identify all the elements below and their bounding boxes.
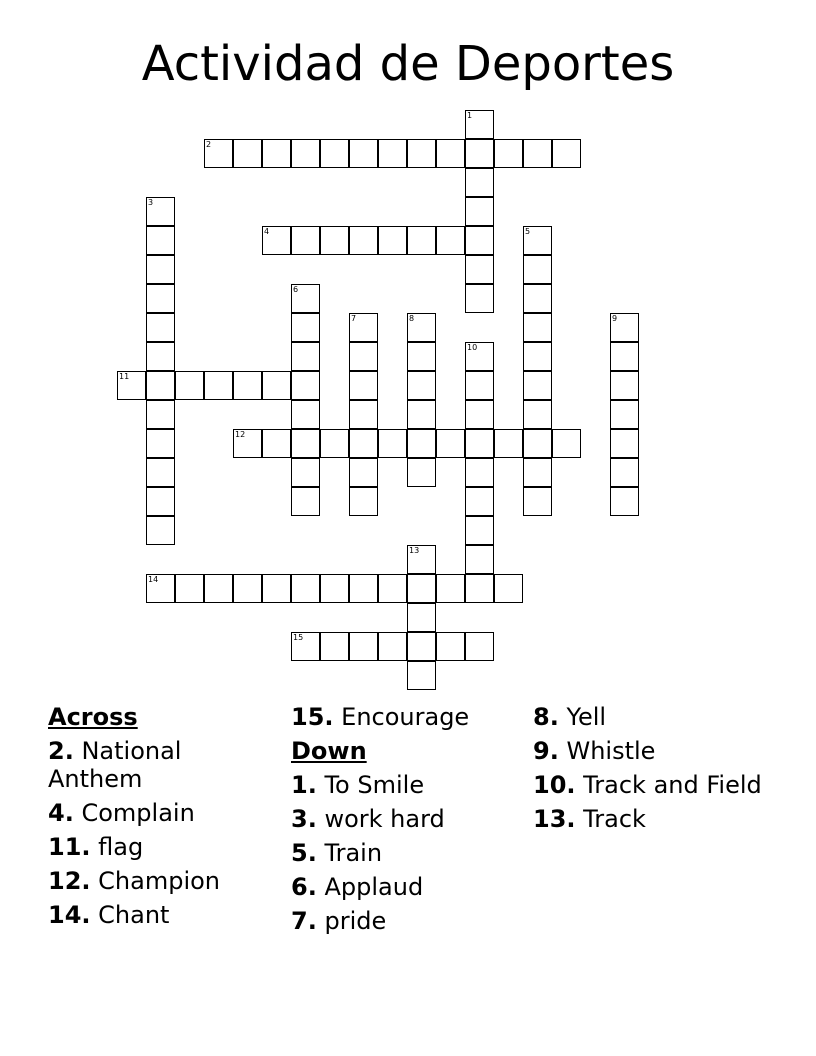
grid-cell[interactable] [436, 429, 465, 458]
grid-cell[interactable] [378, 139, 407, 168]
grid-cell[interactable] [349, 574, 378, 603]
grid-cell[interactable] [407, 226, 436, 255]
cell-number: 2 [206, 140, 212, 149]
clue-down-13 [533, 805, 773, 833]
grid-cell[interactable] [320, 139, 349, 168]
cell-number: 4 [264, 227, 270, 236]
grid-cell[interactable] [610, 458, 639, 487]
clue-down-10 [533, 771, 773, 799]
grid-cell[interactable] [262, 429, 291, 458]
grid-cell[interactable] [349, 429, 378, 458]
grid-cell[interactable] [146, 313, 175, 342]
grid-cell[interactable] [233, 429, 262, 458]
cell-number: 6 [293, 285, 299, 294]
grid-cell[interactable] [175, 574, 204, 603]
grid-cell[interactable] [117, 371, 146, 400]
clue-number: 14. [48, 901, 91, 929]
grid-cell[interactable] [407, 139, 436, 168]
grid-cell[interactable] [320, 226, 349, 255]
grid-cell[interactable] [146, 458, 175, 487]
grid-cell[interactable] [291, 487, 320, 516]
clue-number: 8. [533, 703, 559, 731]
grid-cell[interactable] [291, 458, 320, 487]
clue-text: Whistle [566, 737, 656, 765]
puzzle-title: Actividad de Deportes [141, 36, 675, 92]
grid-cell[interactable] [204, 139, 233, 168]
grid-cell[interactable] [407, 545, 436, 574]
grid-cell[interactable] [407, 371, 436, 400]
grid-cell[interactable] [494, 429, 523, 458]
clue-text: Encourage [341, 703, 470, 731]
cell-number: 1 [467, 111, 473, 120]
grid-cell[interactable] [465, 255, 494, 284]
clue-text: National Anthem [48, 737, 182, 793]
clue-number: 12. [48, 867, 91, 895]
grid-cell[interactable] [465, 574, 494, 603]
grid-cell[interactable] [291, 226, 320, 255]
clue-down-9 [533, 737, 773, 765]
clue-text: Track and Field [583, 771, 762, 799]
grid-cell[interactable] [436, 632, 465, 661]
clue-number: 11. [48, 833, 91, 861]
grid-cell[interactable] [349, 313, 378, 342]
cell-number: 9 [612, 314, 618, 323]
grid-cell[interactable] [233, 139, 262, 168]
grid-cell[interactable] [262, 371, 291, 400]
clue-column-3 [533, 703, 773, 839]
cell-number: 12 [235, 430, 246, 439]
clue-down-5 [291, 839, 521, 867]
clue-across-4 [48, 799, 278, 827]
grid-cell[interactable] [407, 632, 436, 661]
grid-cell[interactable] [523, 226, 552, 255]
cell-number: 8 [409, 314, 415, 323]
clue-number: 1. [291, 771, 317, 799]
grid-cell[interactable] [610, 371, 639, 400]
grid-cell[interactable] [465, 516, 494, 545]
clue-number: 4. [48, 799, 74, 827]
grid-cell[interactable] [291, 313, 320, 342]
grid-cell[interactable] [146, 226, 175, 255]
down-heading: Down [291, 737, 367, 765]
grid-cell[interactable] [465, 545, 494, 574]
grid-cell[interactable] [146, 197, 175, 226]
grid-cell[interactable] [436, 139, 465, 168]
grid-cell[interactable] [146, 255, 175, 284]
grid-cell[interactable] [291, 632, 320, 661]
grid-cell[interactable] [291, 400, 320, 429]
clue-number: 7. [291, 907, 317, 935]
grid-cell[interactable] [233, 371, 262, 400]
grid-cell[interactable] [465, 110, 494, 139]
grid-cell[interactable] [610, 342, 639, 371]
clue-down-7 [291, 907, 521, 935]
grid-cell[interactable] [523, 255, 552, 284]
grid-cell[interactable] [407, 458, 436, 487]
cell-number: 14 [148, 575, 159, 584]
grid-cell[interactable] [349, 226, 378, 255]
grid-cell[interactable] [610, 400, 639, 429]
grid-cell[interactable] [378, 632, 407, 661]
grid-cell[interactable] [523, 371, 552, 400]
grid-cell[interactable] [465, 400, 494, 429]
clue-across-2 [48, 737, 278, 793]
cell-number: 13 [409, 546, 420, 555]
grid-cell[interactable] [349, 400, 378, 429]
grid-cell[interactable] [552, 429, 581, 458]
grid-cell[interactable] [146, 284, 175, 313]
clue-text: Track [583, 805, 646, 833]
grid-cell[interactable] [465, 197, 494, 226]
grid-cell[interactable] [233, 574, 262, 603]
clue-down-1 [291, 771, 521, 799]
clue-text: To Smile [324, 771, 425, 799]
grid-cell[interactable] [262, 574, 291, 603]
grid-cell[interactable] [523, 313, 552, 342]
cell-number: 7 [351, 314, 357, 323]
grid-cell[interactable] [291, 342, 320, 371]
grid-cell[interactable] [465, 458, 494, 487]
grid-cell[interactable] [407, 661, 436, 690]
grid-cell[interactable] [465, 342, 494, 371]
grid-cell[interactable] [378, 226, 407, 255]
grid-cell[interactable] [320, 429, 349, 458]
grid-cell[interactable] [407, 603, 436, 632]
grid-cell[interactable] [349, 371, 378, 400]
grid-cell[interactable] [349, 458, 378, 487]
grid-cell[interactable] [407, 574, 436, 603]
grid-cell[interactable] [610, 487, 639, 516]
clue-text: Chant [98, 901, 170, 929]
clue-text: Champion [98, 867, 221, 895]
grid-cell[interactable] [291, 429, 320, 458]
clue-down-3 [291, 805, 521, 833]
grid-cell[interactable] [291, 574, 320, 603]
grid-cell[interactable] [320, 632, 349, 661]
grid-cell[interactable] [146, 371, 175, 400]
grid-cell[interactable] [523, 400, 552, 429]
cell-number: 3 [148, 198, 154, 207]
clue-text: Applaud [324, 873, 424, 901]
grid-cell[interactable] [436, 226, 465, 255]
clue-number: 15. [291, 703, 334, 731]
grid-cell[interactable] [523, 487, 552, 516]
grid-cell[interactable] [523, 139, 552, 168]
grid-cell[interactable] [465, 168, 494, 197]
grid-cell[interactable] [146, 400, 175, 429]
grid-cell[interactable] [146, 487, 175, 516]
grid-cell[interactable] [523, 458, 552, 487]
grid-cell[interactable] [291, 139, 320, 168]
grid-cell[interactable] [610, 313, 639, 342]
cell-number: 15 [293, 633, 304, 642]
grid-cell[interactable] [146, 516, 175, 545]
grid-cell[interactable] [465, 429, 494, 458]
grid-cell[interactable] [291, 284, 320, 313]
grid-cell[interactable] [552, 139, 581, 168]
grid-cell[interactable] [465, 284, 494, 313]
grid-cell[interactable] [407, 429, 436, 458]
grid-cell[interactable] [523, 429, 552, 458]
grid-cell[interactable] [407, 342, 436, 371]
grid-cell[interactable] [523, 342, 552, 371]
grid-cell[interactable] [378, 574, 407, 603]
clue-column-2 [291, 703, 521, 941]
grid-cell[interactable] [349, 139, 378, 168]
clue-text: Yell [566, 703, 607, 731]
grid-cell[interactable] [465, 371, 494, 400]
cell-number: 5 [525, 227, 531, 236]
grid-cell[interactable] [465, 632, 494, 661]
clue-number: 3. [291, 805, 317, 833]
grid-cell[interactable] [610, 429, 639, 458]
grid-cell[interactable] [291, 371, 320, 400]
grid-cell[interactable] [262, 226, 291, 255]
grid-cell[interactable] [465, 139, 494, 168]
clue-number: 5. [291, 839, 317, 867]
grid-cell[interactable] [407, 400, 436, 429]
clue-number: 10. [533, 771, 576, 799]
grid-cell[interactable] [146, 574, 175, 603]
clue-across-11 [48, 833, 278, 861]
grid-cell[interactable] [349, 342, 378, 371]
across-heading: Across [48, 703, 138, 731]
grid-cell[interactable] [320, 574, 349, 603]
grid-cell[interactable] [378, 429, 407, 458]
clue-number: 9. [533, 737, 559, 765]
grid-cell[interactable] [349, 487, 378, 516]
grid-cell[interactable] [494, 139, 523, 168]
grid-cell[interactable] [175, 371, 204, 400]
clue-down-6 [291, 873, 521, 901]
grid-cell[interactable] [407, 313, 436, 342]
grid-cell[interactable] [349, 632, 378, 661]
grid-cell[interactable] [146, 342, 175, 371]
clue-across-15 [291, 703, 521, 731]
grid-cell[interactable] [494, 574, 523, 603]
clue-number: 13. [533, 805, 576, 833]
grid-cell[interactable] [465, 226, 494, 255]
clue-text: Train [324, 839, 383, 867]
clue-across-14 [48, 901, 278, 929]
grid-cell[interactable] [465, 487, 494, 516]
clue-text: flag [98, 833, 144, 861]
cell-number: 11 [119, 372, 130, 381]
grid-cell[interactable] [523, 284, 552, 313]
clue-text: work hard [324, 805, 445, 833]
grid-cell[interactable] [146, 429, 175, 458]
clue-number: 2. [48, 737, 74, 765]
cell-number: 10 [467, 343, 478, 352]
clue-number: 6. [291, 873, 317, 901]
grid-cell[interactable] [204, 371, 233, 400]
clue-column-1 [48, 703, 278, 935]
clue-text: pride [324, 907, 387, 935]
clue-across-12 [48, 867, 278, 895]
grid-cell[interactable] [436, 574, 465, 603]
clue-text: Complain [81, 799, 195, 827]
grid-cell[interactable] [204, 574, 233, 603]
clue-down-8 [533, 703, 773, 731]
grid-cell[interactable] [262, 139, 291, 168]
